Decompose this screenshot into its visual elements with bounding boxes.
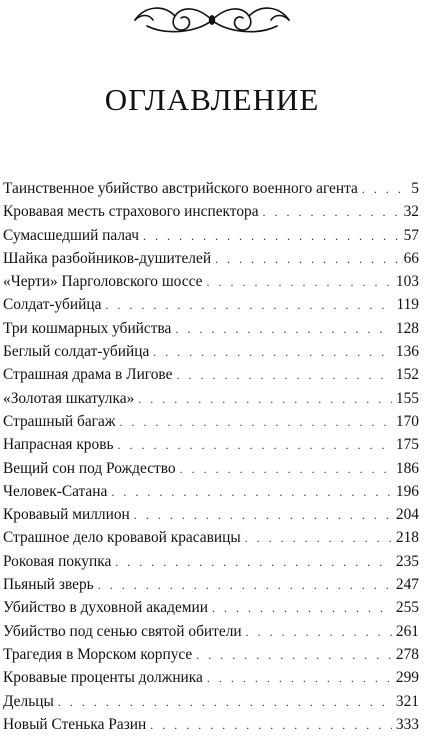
- toc-entry-line: [3, 527, 419, 549]
- toc-leader-dots: [176, 364, 391, 386]
- toc-leader-dots: [138, 388, 392, 410]
- toc-entry-title: Вещий сон под Рождество: [3, 459, 176, 477]
- toc-entry[interactable]: [0, 458, 424, 481]
- toc-entry-line: [3, 341, 419, 363]
- toc-entry[interactable]: [0, 597, 424, 620]
- toc-leader-dots: [215, 248, 400, 270]
- toc-entry[interactable]: [0, 364, 424, 387]
- toc-entry-line: [3, 644, 419, 666]
- toc-entry-page: 32: [403, 203, 419, 221]
- toc-entry-page: 66: [403, 249, 419, 267]
- toc-entry-page: 235: [395, 552, 419, 570]
- toc-entry-line: [3, 621, 419, 643]
- toc-entry-title: Таинственное убийство австрийского военного агента: [3, 180, 358, 197]
- toc-entry-line: [3, 504, 419, 526]
- toc-entry-title: Пьяный зверь: [3, 576, 94, 594]
- toc-entry-title: Трагедия в Морском корпусе: [3, 645, 193, 663]
- toc-leader-dots: [115, 551, 392, 573]
- toc-leader-dots: [150, 714, 392, 736]
- toc-entry-page: 128: [395, 319, 419, 337]
- toc-leader-dots: [153, 341, 392, 363]
- toc-entry-line: [3, 201, 419, 223]
- toc-leader-dots: [207, 667, 392, 689]
- toc-entry[interactable]: [0, 388, 424, 411]
- toc-leader-dots: [212, 597, 392, 619]
- toc-entry-page: 57: [403, 226, 419, 244]
- toc-entry-title: Убийство под сенью святой обители: [3, 622, 242, 640]
- toc-entry[interactable]: [0, 644, 424, 667]
- toc-entry-line: [3, 574, 419, 596]
- toc-entry-page: 261: [395, 622, 419, 640]
- toc-entry-page: 119: [396, 296, 419, 314]
- toc-entry[interactable]: [0, 481, 424, 504]
- flourish-ornament-icon: [127, 2, 297, 38]
- toc-entry[interactable]: [0, 225, 424, 248]
- toc-entry-line: [3, 388, 419, 410]
- toc-entry-page: 278: [395, 645, 419, 663]
- toc-entry-title: «Черти» Парголовского шоссе: [3, 273, 203, 291]
- toc-entry[interactable]: [0, 341, 424, 364]
- toc-entry-line: [3, 364, 419, 386]
- toc-entry-title: Новый Стенька Разин: [3, 715, 147, 733]
- toc-entry-page: 103: [395, 273, 419, 291]
- toc-entry-line: [3, 551, 419, 573]
- toc-leader-dots: [143, 225, 400, 247]
- toc-entry-line: [3, 597, 419, 619]
- toc-leader-dots: [263, 201, 400, 223]
- toc-leader-dots: [180, 458, 392, 480]
- toc-leader-dots: [246, 621, 392, 643]
- toc-entry-title: Убийство в духовной академии: [3, 599, 208, 617]
- toc-entry-line: [3, 178, 419, 200]
- toc-entry-title: Дельцы: [3, 692, 54, 710]
- toc-entry[interactable]: [0, 527, 424, 550]
- toc-leader-dots: [98, 574, 392, 596]
- toc-entry-page: 333: [395, 715, 419, 733]
- toc-leader-dots: [118, 434, 392, 456]
- toc-leader-dots: [362, 178, 407, 200]
- toc-entry-page: 204: [395, 506, 419, 524]
- toc-entry[interactable]: [0, 318, 424, 341]
- toc-entry-page: 152: [395, 366, 419, 384]
- toc-entry-page: 255: [395, 599, 419, 617]
- toc-entry-line: [3, 691, 419, 713]
- toc-entry-line: [3, 294, 419, 316]
- toc-entry-page: 299: [395, 669, 419, 687]
- toc-entry-line: [3, 271, 419, 293]
- table-of-contents: [0, 178, 424, 737]
- toc-entry-page: 170: [395, 412, 419, 430]
- toc-leader-dots: [196, 644, 392, 666]
- toc-entry-title: Страшная драма в Лигове: [3, 366, 173, 384]
- toc-entry-title: Сумасшедший палач: [3, 226, 139, 244]
- toc-entry[interactable]: [0, 574, 424, 597]
- toc-entry-line: [3, 481, 419, 503]
- toc-leader-dots: [105, 294, 392, 316]
- toc-entry-page: 5: [411, 180, 419, 197]
- toc-entry-page: 136: [395, 343, 419, 361]
- toc-entry[interactable]: [0, 201, 424, 224]
- toc-entry[interactable]: [0, 621, 424, 644]
- page-title: ОГЛАВЛЕНИЕ: [104, 82, 320, 117]
- toc-entry-page: 196: [395, 482, 419, 500]
- toc-leader-dots: [175, 318, 392, 340]
- toc-entry-title: Напрасная кровь: [3, 436, 114, 454]
- toc-entry-page: 218: [395, 529, 419, 547]
- toc-entry-title: Три кошмарных убийства: [3, 319, 172, 337]
- toc-entry[interactable]: [0, 271, 424, 294]
- toc-entry-title: «Золотая шкатулка»: [3, 389, 135, 407]
- toc-entry-line: [3, 458, 419, 480]
- toc-leader-dots: [111, 481, 392, 503]
- toc-entry[interactable]: [0, 504, 424, 527]
- toc-entry-line: [3, 434, 419, 456]
- toc-leader-dots: [206, 271, 391, 293]
- toc-entry-title: Кровавый миллион: [3, 506, 130, 524]
- toc-leader-dots: [119, 411, 391, 433]
- toc-entry[interactable]: [0, 691, 424, 714]
- toc-entry-page: 155: [395, 389, 419, 407]
- toc-entry-title: Страшное дело кровавой красавицы: [3, 529, 241, 547]
- toc-entry[interactable]: [0, 411, 424, 434]
- toc-entry-title: Кровавые проценты должника: [3, 669, 203, 687]
- toc-entry-title: Страшный багаж: [3, 412, 116, 430]
- toc-entry[interactable]: [0, 294, 424, 317]
- toc-entry[interactable]: [0, 434, 424, 457]
- toc-leader-dots: [134, 504, 392, 526]
- toc-entry-title: Беглый солдат-убийца: [3, 343, 150, 361]
- toc-entry-line: [3, 411, 419, 433]
- toc-entry-title: Кровавая месть страхового инспектора: [3, 203, 259, 221]
- toc-entry[interactable]: [0, 551, 424, 574]
- toc-entry-title: Солдат-убийца: [3, 296, 102, 314]
- toc-entry-line: [3, 667, 419, 689]
- toc-entry-page: 321: [395, 692, 419, 710]
- toc-entry-page: 186: [395, 459, 419, 477]
- toc-entry-title: Роковая покупка: [3, 552, 112, 570]
- toc-entry-page: 247: [395, 576, 419, 594]
- toc-entry-line: [3, 318, 419, 340]
- toc-entry-line: [3, 714, 419, 736]
- toc-entry-page: 175: [395, 436, 419, 454]
- toc-entry-title: Шайка разбойников-душителей: [3, 249, 212, 267]
- toc-entry[interactable]: [0, 667, 424, 690]
- toc-entry[interactable]: [0, 714, 424, 737]
- toc-leader-dots: [245, 527, 392, 549]
- toc-leader-dots: [58, 691, 392, 713]
- toc-entry[interactable]: [0, 178, 424, 201]
- toc-entry[interactable]: [0, 248, 424, 271]
- toc-entry-line: [3, 248, 419, 270]
- toc-entry-line: [3, 225, 419, 247]
- toc-entry-title: Человек-Сатана: [3, 482, 108, 500]
